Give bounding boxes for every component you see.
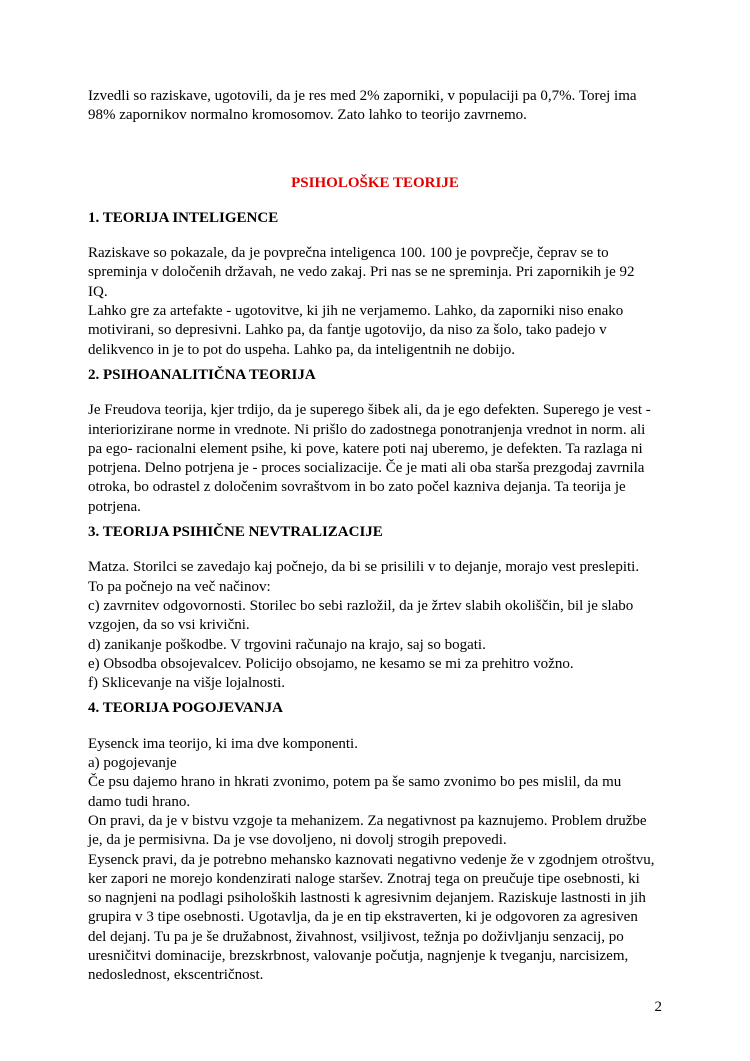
text-line: interiorizirane norme in vrednote. Ni prišlo do zadostnega ponotranjenja vrednot in norm. ali: [88, 421, 646, 438]
paragraph: [88, 244, 662, 360]
text-line: nedoslednost, ekscentričnost.: [88, 967, 264, 984]
page-number: 2: [654, 999, 662, 1015]
text-line: potrjena.: [88, 498, 141, 515]
text-line: Raziskave so pokazale, da je povprečna inteligenca 100. 100 je povprečje, čeprav se to: [88, 245, 609, 262]
section-heading: 1. TEORIJA INTELIGENCE: [88, 209, 279, 226]
text-line: so nagnjeni na podlagi psiholoških lastnosti k agresivnim dejanjem. Raziskuje lastnosti in jih: [88, 890, 646, 907]
paragraph: [88, 735, 662, 986]
text-line: damo tudi hrano.: [88, 793, 191, 810]
text-line: Če psu dajemo hrano in hkrati zvonimo, potem pa še samo zvonimo bo pes mislil, da mu: [88, 774, 622, 791]
text-line: e) Obsodba obsojevalcev. Policijo obsojamo, ne kesamo se mi za prehitro vožno.: [88, 655, 574, 672]
text-line: c) zavrnitev odgovornosti. Storilec bo sebi razložil, da je žrtev slabih okoliščin, bil je slabo: [88, 597, 634, 614]
text-line: ker zapori ne morejo kondenzirati naloge staršev. Znotraj tega on preučuje tipe osebnosti, ki: [88, 870, 640, 887]
text-line: f) Sklicevanje na višje lojalnosti.: [88, 675, 286, 692]
text-line: Lahko gre za artefakte - ugotovitve, ki jih ne verjamemo. Lahko, da zaporniki niso enako: [88, 303, 624, 320]
text-line: IQ.: [88, 283, 108, 300]
section-heading: 3. TEORIJA PSIHIČNE NEVTRALIZACIJE: [88, 524, 383, 541]
document-title: PSIHOLOŠKE TEORIJE: [291, 174, 459, 191]
text-line: otroka, bo odrastel z določenim sovraštvom in bo zato počel kazniva dejanja. Ta teorija je: [88, 479, 626, 496]
text-line: del dejanj. Tu pa je še družabnost, živahnost, vsiljivost, težnja po doživljanju senzacij, po: [88, 928, 624, 945]
paragraph: [88, 87, 662, 126]
text-line: d) zanikanje poškodbe. V trgovini računajo na krajo, saj so bogati.: [88, 636, 486, 653]
text-line: On pravi, da je v bistvu vzgoje ta mehanizem. Za negativnost pa kaznujemo. Problem družbe: [88, 812, 647, 829]
page-footer: [88, 998, 662, 1017]
text-line: Je Freudova teorija, kjer trdijo, da je superego šibek ali, da je ego defekten. Superego je vest -: [88, 402, 651, 419]
paragraph: [88, 558, 662, 693]
section-heading: 4. TEORIJA POGOJEVANJA: [88, 700, 283, 717]
text-line: grupira v 3 tipe osebnosti. Ugotavlja, da je en tip ekstraverten, ki je odgovoren za agresiven: [88, 909, 638, 926]
text-line: Eysenck pravi, da je potrebno mehansko kaznovati negativno vedenje že v zgodnjem otroštvu,: [88, 851, 655, 868]
text-line: spreminja v določenih državah, ne vedo zakaj. Pri nas se ne spreminja. Pri zapornikih je 92: [88, 264, 635, 281]
section-heading: 2. PSIHOANALITIČNA TEORIJA: [88, 366, 316, 383]
text-line: Izvedli so raziskave, ugotovili, da je res med 2% zaporniki, v populaciji pa 0,7%. Torej ima: [88, 88, 637, 104]
text-line: motivirani, so depresivni. Lahko pa, da fantje ugotovijo, da niso za šolo, tako padejo v: [88, 322, 607, 339]
text-line: potrjena. Delno potrjena je - proces socializacije. Če je mati ali oba starša prezgodaj zavrnila: [88, 460, 645, 477]
text-line: delikvenco in je to pot do uspeha. Lahko pa, da inteligentnih ne dobijo.: [88, 341, 515, 358]
text-line: Matza. Storilci se zavedajo kaj počnejo, da bi se prisilili v to dejanje, morajo vest preslepiti.: [88, 559, 640, 576]
text-line: pa ego- racionalni element psihe, ki pove, katere poti naj uberemo, je defekten. Ta razlaga ni: [88, 440, 643, 457]
text-line: Eysenck ima teorijo, ki ima dve komponenti.: [88, 735, 358, 752]
text-line: To pa počnejo na več načinov:: [88, 578, 271, 595]
text-line: uresničitvi dominacije, brezskrbnost, valovanje počutja, nagnjenje k tveganju, narcisizem,: [88, 947, 629, 964]
text-line: 98% zapornikov normalno kromosomov. Zato lahko to teorijo zavrnemo.: [88, 107, 527, 124]
document-body: [88, 87, 662, 986]
paragraph: [88, 401, 662, 517]
text-line: vzgojen, da so vsi krivični.: [88, 617, 250, 634]
text-line: a) pogojevanje: [88, 755, 177, 772]
text-line: je, da je permisivna. Da je vse dovoljeno, ni dovolj strogih prepovedi.: [88, 832, 507, 849]
